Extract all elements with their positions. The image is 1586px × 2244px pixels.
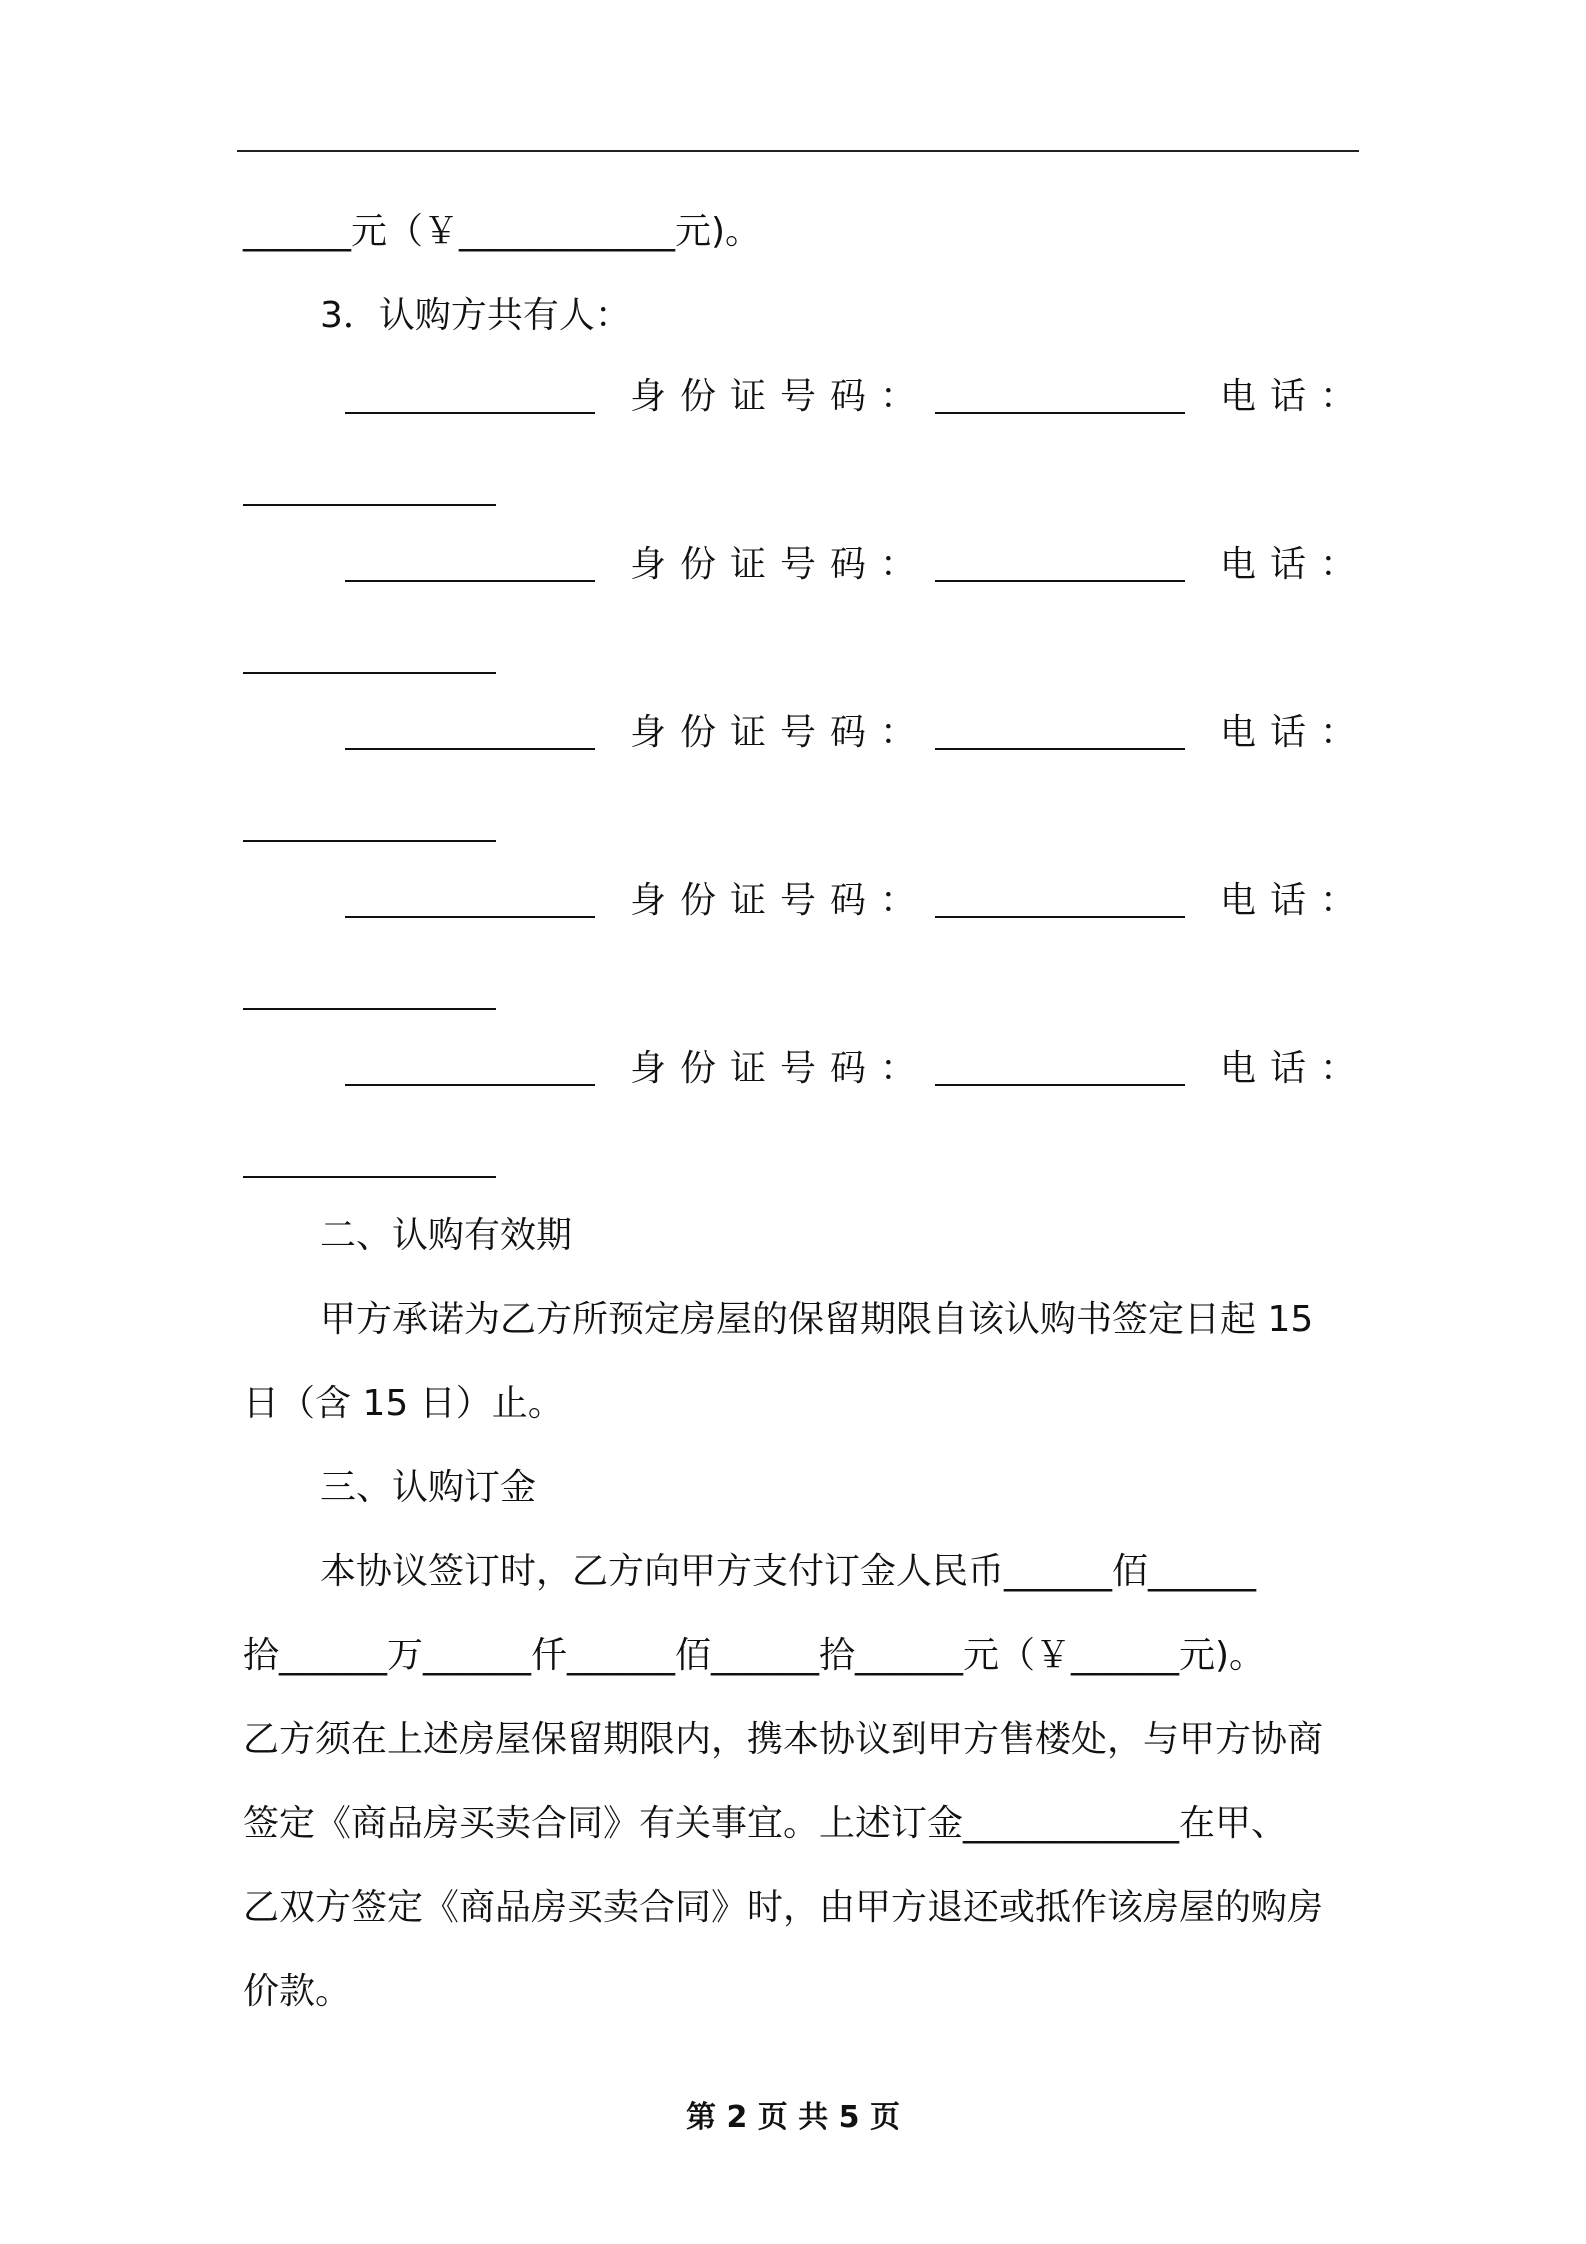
id-label: 身份证号码：	[630, 880, 931, 921]
section-3-title: 三、认购订金	[320, 1467, 537, 1508]
section-2-paragraph: 日（含 15 日）止。	[243, 1383, 564, 1424]
section-3-paragraph: 乙双方签定《商品房买卖合同》时，由甲方退还或抵作该房屋的购房	[243, 1887, 1324, 1928]
section-3-paragraph: 拾______万______仟______佰______拾______元（￥______元)。	[243, 1635, 1266, 1676]
phone-label: 电话：	[1220, 376, 1371, 417]
item-3-co-owners: 3．认购方共有人：	[320, 295, 631, 336]
name-blank[interactable]	[345, 748, 595, 750]
section-3-paragraph: 本协议签订时，乙方向甲方支付订金人民币______佰______	[320, 1551, 1257, 1592]
section-3-paragraph: 价款。	[243, 1971, 352, 2012]
section-3-paragraph: 乙方须在上述房屋保留期限内，携本协议到甲方售楼处，与甲方协商	[243, 1719, 1324, 1760]
amount-line: ______元（￥____________元)。	[243, 211, 762, 252]
id-blank[interactable]	[935, 580, 1185, 582]
id-blank[interactable]	[935, 916, 1185, 918]
id-label: 身份证号码：	[630, 712, 931, 753]
name-blank[interactable]	[345, 412, 595, 414]
id-label: 身份证号码：	[630, 376, 931, 417]
section-2-paragraph: 甲方承诺为乙方所预定房屋的保留期限自该认购书签定日起 15	[320, 1299, 1314, 1340]
phone-label: 电话：	[1220, 880, 1371, 921]
section-3-paragraph: 签定《商品房买卖合同》有关事宜。上述订金____________在甲、	[243, 1803, 1288, 1844]
header-rule	[237, 150, 1359, 152]
page-number: 第 2 页 共 5 页	[686, 2100, 900, 2135]
id-blank[interactable]	[935, 1084, 1185, 1086]
phone-blank[interactable]	[243, 672, 496, 674]
name-blank[interactable]	[345, 1084, 595, 1086]
phone-blank[interactable]	[243, 840, 496, 842]
section-2-title: 二、认购有效期	[320, 1215, 573, 1256]
name-blank[interactable]	[345, 580, 595, 582]
id-label: 身份证号码：	[630, 544, 931, 585]
phone-label: 电话：	[1220, 1048, 1371, 1089]
phone-blank[interactable]	[243, 1176, 496, 1178]
id-blank[interactable]	[935, 748, 1185, 750]
name-blank[interactable]	[345, 916, 595, 918]
phone-blank[interactable]	[243, 504, 496, 506]
id-blank[interactable]	[935, 412, 1185, 414]
id-label: 身份证号码：	[630, 1048, 931, 1089]
phone-label: 电话：	[1220, 712, 1371, 753]
phone-blank[interactable]	[243, 1008, 496, 1010]
phone-label: 电话：	[1220, 544, 1371, 585]
